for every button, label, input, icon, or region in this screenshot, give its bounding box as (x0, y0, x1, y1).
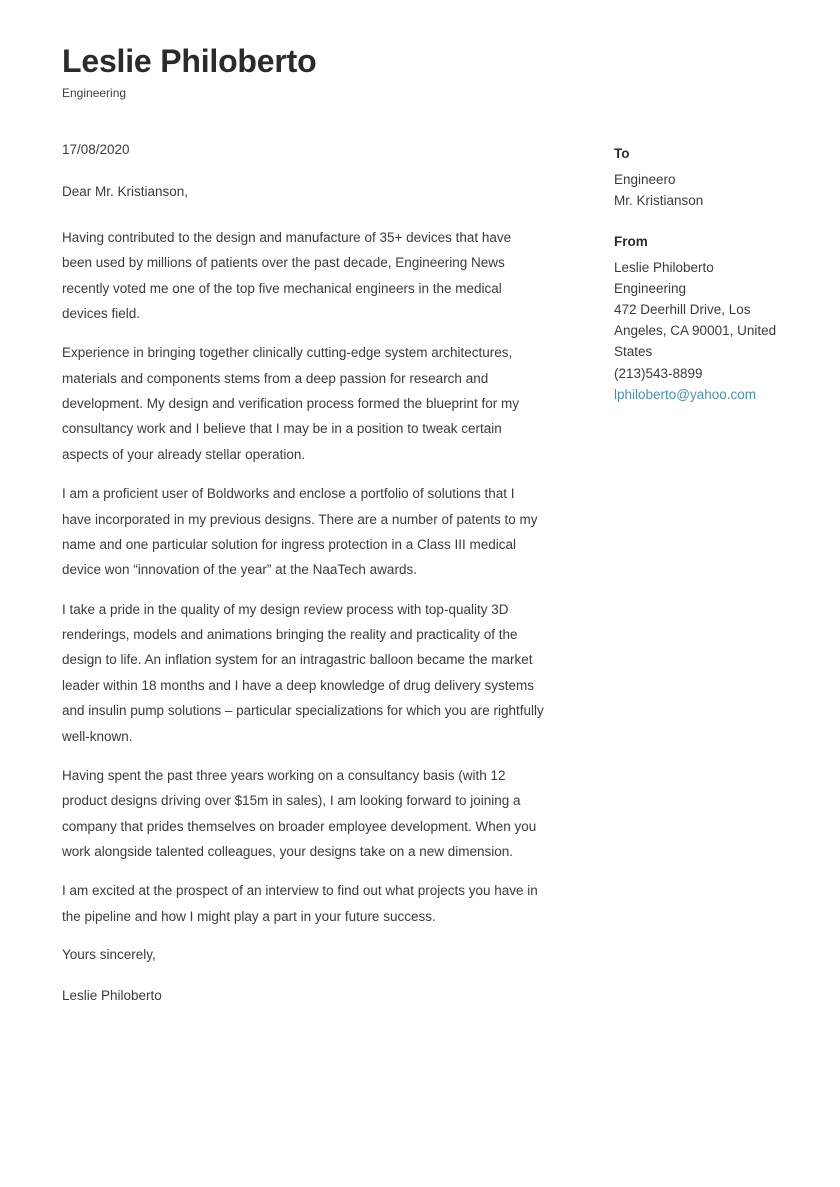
sender-address: 472 Deerhill Drive, Los Angeles, CA 90001, United States (614, 301, 777, 360)
recipient-heading: To (614, 146, 630, 161)
letter-paragraph: Experience in bringing together clinically cutting-edge system architectures, materials and components stems from a deep passion for research and development. My design and verification process formed the blueprint for my consultancy work and I believe that I may be in a position to tweak certain aspects of your already stellar operation. (62, 345, 519, 462)
letter-closing: Yours sincerely, (62, 947, 156, 963)
letter-paragraph: I am a proficient user of Boldworks and enclose a portfolio of solutions that I have incorporated in my previous designs. There are a number of patents to my name and one particular solution for ingress protection in a Class III medical device won “innovation of the year” at the NaaTech awards. (62, 486, 538, 578)
letter-paragraph: I am excited at the prospect of an interview to find out what projects you have in the pipeline and how I might play a part in your future success. (62, 883, 538, 924)
recipient-company: Engineero (614, 171, 676, 187)
sender-title: Engineering (614, 280, 687, 296)
letter-paragraph: Having contributed to the design and manufacture of 35+ devices that have been used by millions of patients over the past decade, Engineering News recently voted me one of the top five mechanical engineers in the medical devices field. (62, 229, 512, 321)
letter-paragraph: I take a pride in the quality of my design review process with top-quality 3D renderings, models and animations bringing the reality and practicality of the design to life. An inflation system for an intragastric balloon became the market leader within 18 months and I have a deep knowledge of drug delivery systems and insulin pump solutions – particular specializations for which you are rightfully well-known. (62, 601, 544, 744)
letter-body (62, 140, 544, 1007)
applicant-subtitle: Engineering (62, 85, 127, 100)
sender-phone: (213)543-8899 (614, 365, 703, 381)
sender-heading: From (614, 233, 648, 249)
letter-signature: Leslie Philoberto (62, 988, 162, 1004)
sender-name: Leslie Philoberto (614, 259, 714, 275)
recipient-name: Mr. Kristianson (614, 192, 704, 208)
sender-email-link[interactable]: lphiloberto@yahoo.com (614, 386, 757, 402)
letter-date: 17/08/2020 (62, 142, 130, 157)
recipient-block (614, 143, 792, 211)
letter-salutation: Dear Mr. Kristianson, (62, 183, 189, 199)
letter-sidebar (614, 143, 792, 425)
letter-paragraph: Having spent the past three years working on a consultancy basis (with 12 product designs driving over $15m in sales), I am looking forward to joining a company that prides themselves on broader employee development. When you work alongside talented colleagues, your designs take on a new dimension. (62, 767, 537, 860)
sender-block (614, 231, 792, 405)
letter-header (62, 44, 662, 100)
applicant-name: Leslie Philoberto (62, 43, 317, 79)
